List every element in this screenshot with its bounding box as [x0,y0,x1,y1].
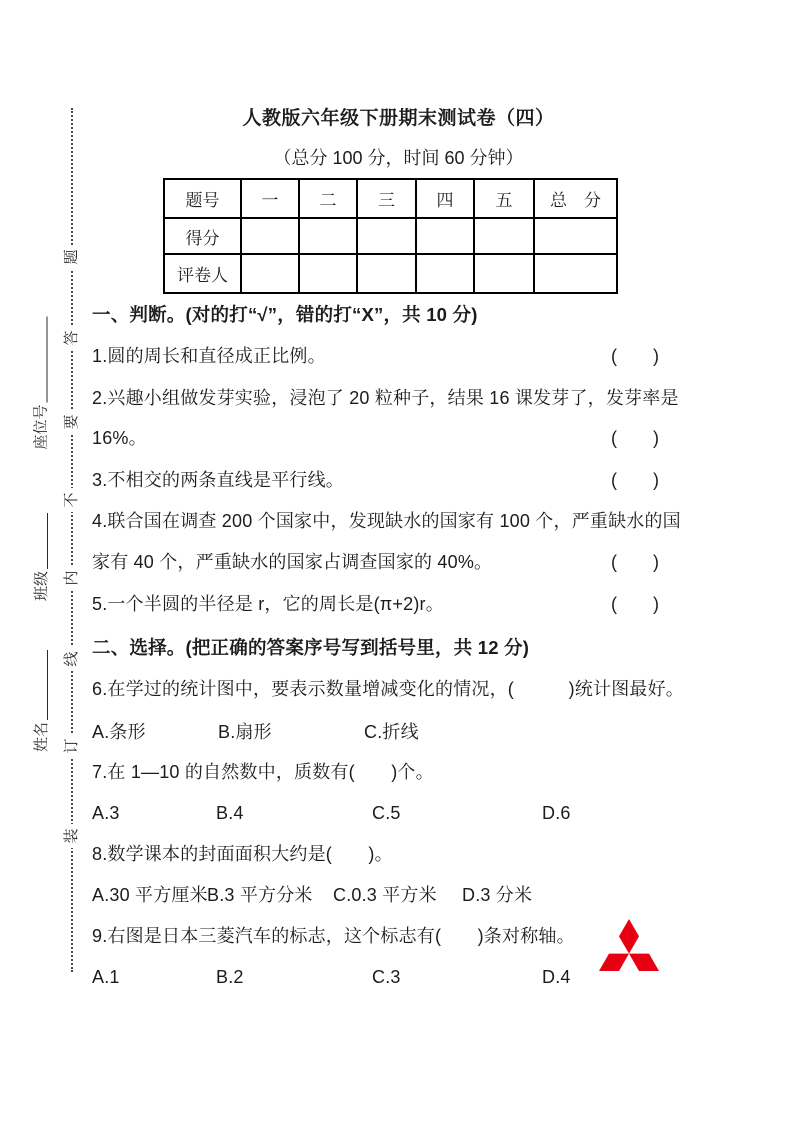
score-row-label: 得分 [164,218,241,254]
question-9-option-a: A.1 [92,967,120,987]
score-table-corner-cell: 题号 [164,179,241,218]
question-4-text: 4.联合国在调查 200 个国家中，发现缺水的国家有 100 个，严重缺水的国 [92,511,681,531]
score-cell [357,218,416,254]
grader-row [164,254,617,293]
question-8 [92,843,705,866]
mitsubishi-diamond-top [619,919,639,954]
score-table-col: 一 [241,179,299,218]
question-5 [92,593,705,616]
seat-number-label [30,317,50,450]
class-blank-line [33,513,48,569]
question-4-line1 [92,510,705,533]
question-3-answer-bracket: ( ) [611,470,659,490]
name-label [30,650,50,752]
question-4-line2 [92,551,705,574]
page-subtitle: （总分 100 分，时间 60 分钟） [273,148,524,168]
question-1 [92,345,705,368]
score-table-col: 总 分 [534,179,617,218]
question-7-text: 7.在 1—10 的自然数中，质数有( )个。 [92,762,434,782]
question-6 [92,678,705,701]
mitsubishi-diamond-left [599,954,629,971]
seat-number-text: 座位号 [32,404,49,450]
question-8-option-a: A.30 平方厘米 [92,885,208,905]
question-7-option-d: D.6 [542,803,571,823]
score-table-col: 五 [474,179,534,218]
grader-cell [357,254,416,293]
question-3 [92,469,705,492]
section-judge-heading: 一、判断。(对的打“√”，错的打“X”，共 10 分) [92,304,478,325]
question-4-answer-bracket: ( ) [611,552,659,572]
question-3-text: 3.不相交的两条直线是平行线。 [92,470,345,490]
score-table-col: 二 [299,179,357,218]
score-cell [241,218,299,254]
question-2-answer-bracket: ( ) [611,428,659,448]
grader-cell [241,254,299,293]
question-2-line1 [92,387,705,410]
name-blank-line [33,650,48,720]
score-row [164,218,617,254]
question-6-option-b: B.扇形 [218,722,272,742]
grader-cell [416,254,474,293]
question-1-text: 1.圆的周长和直径成正比例。 [92,346,326,366]
page-title: 人教版六年级下册期末测试卷（四） [242,108,555,129]
name-text: 姓名 [32,721,50,752]
binding-char: 装 [59,824,85,848]
question-9-option-b: B.2 [216,967,244,987]
seat-number-blank-line [32,317,47,403]
question-9-option-d: D.4 [542,967,571,987]
grader-cell [534,254,617,293]
question-5-answer-bracket: ( ) [611,594,659,614]
binding-char: 订 [59,734,85,758]
binding-char: 线 [59,647,85,671]
score-cell [299,218,357,254]
question-2-text-cont: 16%。 [92,428,147,448]
question-6-option-c: C.折线 [364,722,419,742]
grader-row-label: 评卷人 [164,254,241,293]
question-8-option-c: C.0.3 平方米 [333,885,437,905]
question-7 [92,761,705,784]
score-table-col: 三 [357,179,416,218]
question-8-text: 8.数学课本的封面面积大约是( )。 [92,844,393,864]
score-cell [474,218,534,254]
score-table-header-row [164,179,617,218]
question-6-text: 6.在学过的统计图中，要表示数量增减变化的情况，( )统计图最好。 [92,679,684,699]
score-cell [416,218,474,254]
grader-cell [299,254,357,293]
class-label [30,513,50,601]
question-9-text: 9.右图是日本三菱汽车的标志，这个标志有( )条对称轴。 [92,926,575,946]
question-7-option-a: A.3 [92,803,120,823]
question-8-option-d: D.3 分米 [462,885,533,905]
question-6-option-a: A.条形 [92,722,146,742]
section-choice-heading: 二、选择。(把正确的答案序号写到括号里，共 12 分) [92,637,530,658]
question-4-text-cont: 家有 40 个，严重缺水的国家占调查国家的 40%。 [92,552,493,572]
mitsubishi-logo-icon [599,919,659,971]
score-table-col: 四 [416,179,474,218]
grader-cell [474,254,534,293]
question-1-answer-bracket: ( ) [611,346,659,366]
binding-char: 要 [59,410,85,434]
question-7-option-c: C.5 [372,803,401,823]
binding-char: 不 [59,488,85,512]
score-table [163,178,618,294]
question-9-option-c: C.3 [372,967,401,987]
binding-char: 内 [59,566,85,590]
question-7-option-b: B.4 [216,803,244,823]
question-2-text: 2.兴趣小组做发芽实验，浸泡了 20 粒种子，结果 16 课发芽了，发芽率是 [92,388,679,408]
binding-char: 题 [59,245,85,269]
mitsubishi-diamond-right [629,954,659,971]
score-cell [534,218,617,254]
class-text: 班级 [32,570,50,601]
question-8-option-b: B.3 平方分米 [207,885,313,905]
question-2-line2 [92,427,705,450]
binding-char: 答 [59,326,85,350]
question-5-text: 5.一个半圆的半径是 r，它的周长是(π+2)r。 [92,594,444,614]
